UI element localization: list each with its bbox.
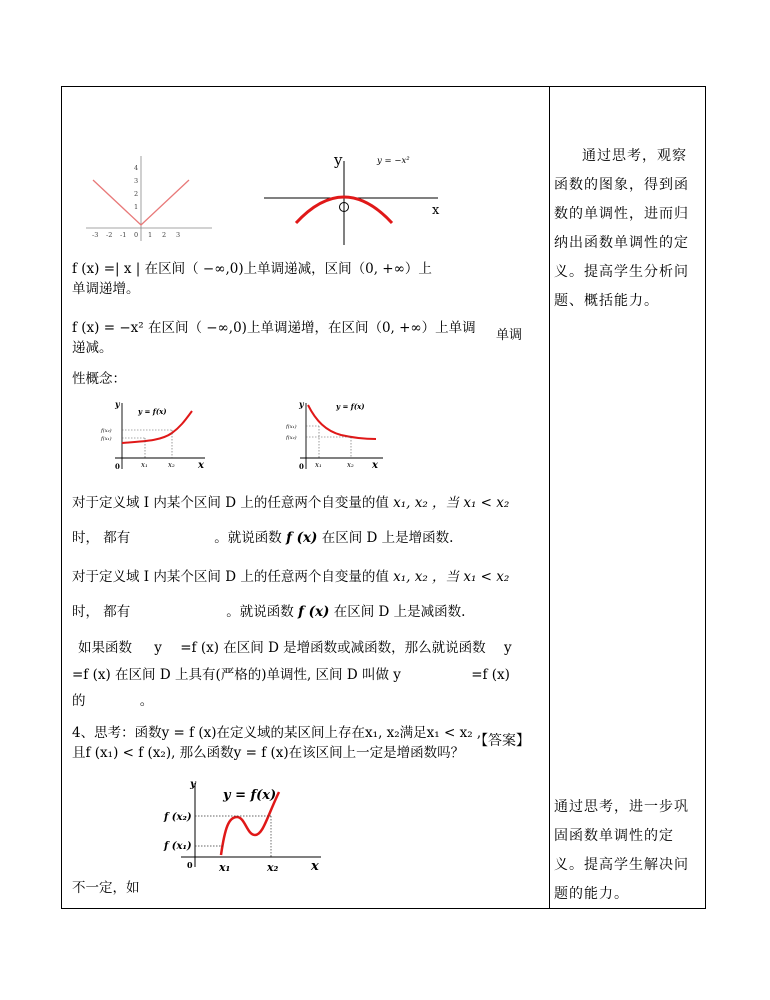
y-tick-label: 2 [134, 190, 139, 198]
curve-label: y = f(x) [138, 407, 167, 416]
def-inc-line-2 [72, 528, 453, 548]
mono-if: 如果函数 [78, 640, 132, 656]
sq-text-line-2: 递减。 [72, 340, 113, 356]
def-dec-line-1 [72, 567, 509, 587]
side-note-1-line: 通过思考，观察 [582, 148, 687, 164]
mono-y2: y [503, 640, 512, 656]
mono-condition: =f (x) 在区间 D 是增函数或减函数，那么就说函数 [180, 640, 486, 656]
fx2-label: f(x₂) [101, 428, 112, 434]
y-axis-label: y [334, 151, 343, 169]
fx1-label: f (x₁) [164, 841, 192, 852]
x2-label: x₂ [347, 461, 354, 469]
x2-label: x₂ [168, 461, 175, 469]
mono-line-1 [78, 638, 512, 658]
think-line-1: 4、思考：函数y = f (x)在定义域的某区间上存在x₁, x₂满足x₁ < x₂ , [72, 725, 482, 741]
y-tick-label: 4 [134, 164, 139, 172]
x-axis-label: x [198, 460, 204, 471]
side-note-1 [554, 142, 702, 316]
x-tick-label: -1 [120, 231, 127, 239]
curve-label: y = f(x) [336, 402, 365, 411]
sq-text-line-1: f (x) = −x² 在区间（ −∞,0)上单调递增，在区间（0, +∞）上单调 [72, 320, 476, 336]
mono-fx: =f (x) [471, 667, 510, 683]
x2-label: x₂ [267, 861, 279, 874]
increasing-function-graph [100, 397, 212, 475]
x1-label: x₁ [219, 861, 231, 874]
decreasing-function-graph [286, 397, 386, 475]
origin-label: 0 [187, 860, 193, 870]
think-line-2: 且f (x₁) < f (x₂), 那么函数y = f (x)在该区间上一定是增函数吗？ [72, 745, 465, 761]
def-dec-line-2 [72, 602, 465, 622]
abs-value-graph [84, 153, 214, 243]
def-dec-vars: x₁, x₂ ，当 x₁ < x₂ [393, 569, 510, 585]
def-dec-then: 。就说函数 [226, 604, 294, 620]
side-note-2-line: 题的能力。 [554, 886, 629, 902]
x-tick-label: -3 [92, 231, 99, 239]
mono-y: y [154, 640, 162, 656]
def-inc-fx: f (x) [286, 530, 318, 546]
origin-label: 0 [115, 462, 120, 471]
curve-label: y = −x² [377, 156, 410, 166]
lesson-table [61, 86, 706, 909]
side-note-1-line: 函数的图象，得到函 [554, 177, 689, 193]
concept-label: 性概念： [72, 371, 126, 387]
curve-label: y = f(x) [223, 788, 277, 803]
side-note-1-line: 题、概括能力。 [554, 293, 659, 309]
mono-line-3 [72, 691, 153, 711]
y-tick-label: 3 [134, 177, 139, 185]
counterexample-graph [163, 777, 323, 875]
x-axis-label: x [372, 460, 378, 471]
side-note-2 [554, 793, 702, 909]
think-answer-label: 【答案】 [474, 733, 530, 749]
abs-text-line-2: 单调递增。 [72, 281, 140, 297]
side-note-1-line: 义。提高学生分析问 [554, 264, 689, 280]
sq-text-side: 单调 [496, 328, 523, 343]
neg-square-graph [260, 149, 450, 245]
fx2-label: f(x₂) [286, 435, 297, 441]
side-note-1-line: 纳出函数单调性的定 [554, 235, 689, 251]
fx1-label: f(x₁) [101, 436, 112, 442]
side-note-2-line: 固函数单调性的定 [554, 828, 674, 844]
y-tick-label: 1 [134, 203, 139, 211]
y-axis-label: y [190, 779, 196, 790]
fx2-label: f (x₂) [164, 812, 192, 823]
y-axis-label: y [115, 399, 120, 409]
mono-property: =f (x) 在区间 D 上具有(严格的)单调性, 区间 D 叫做 y [72, 667, 401, 683]
side-note-2-line: 通过思考，进一步巩 [554, 799, 689, 815]
mono-of: 的 [72, 693, 86, 709]
side-note-1-line: 数的单调性，进而归 [554, 206, 689, 222]
def-inc-then: 。就说函数 [214, 530, 282, 546]
def-dec-when: 时， 都有 [72, 604, 131, 620]
def-dec-fx: f (x) [298, 604, 330, 620]
fx1-label: f(x₁) [286, 424, 297, 430]
x-tick-label: 0 [134, 231, 139, 239]
mono-line-2 [72, 665, 510, 685]
origin-label: 0 [299, 462, 304, 471]
answer-text: 不一定，如 [72, 880, 140, 896]
def-inc-line-1 [72, 493, 509, 513]
def-inc-text: 对于定义域 I 内某个区间 D 上的任意两个自变量的值 [72, 495, 389, 511]
abs-text-line-1: f (x) =| x | 在区间（ −∞,0)上单调递减，区间（0, +∞）上 [72, 261, 432, 277]
x1-label: x₁ [141, 461, 148, 469]
x-axis-label: x [311, 859, 319, 874]
x-tick-label: 2 [162, 231, 167, 239]
mono-end: 。 [139, 693, 154, 709]
x-tick-label: 3 [176, 231, 181, 239]
x-tick-label: -2 [106, 231, 113, 239]
def-dec-conclusion: 在区间 D 上是减函数. [333, 604, 466, 620]
def-inc-conclusion: 在区间 D 上是增函数. [321, 530, 454, 546]
side-note-2-line: 义。提高学生解决问 [554, 857, 689, 873]
x-axis-label: x [432, 203, 440, 218]
def-inc-vars: x₁, x₂ ，当 x₁ < x₂ [393, 495, 510, 511]
x1-label: x₁ [315, 461, 322, 469]
y-axis-label: y [299, 399, 304, 409]
x-tick-label: 1 [148, 231, 153, 239]
column-divider [549, 87, 550, 908]
def-inc-when: 时， 都有 [72, 530, 131, 546]
def-dec-text: 对于定义域 I 内某个区间 D 上的任意两个自变量的值 [72, 569, 389, 585]
